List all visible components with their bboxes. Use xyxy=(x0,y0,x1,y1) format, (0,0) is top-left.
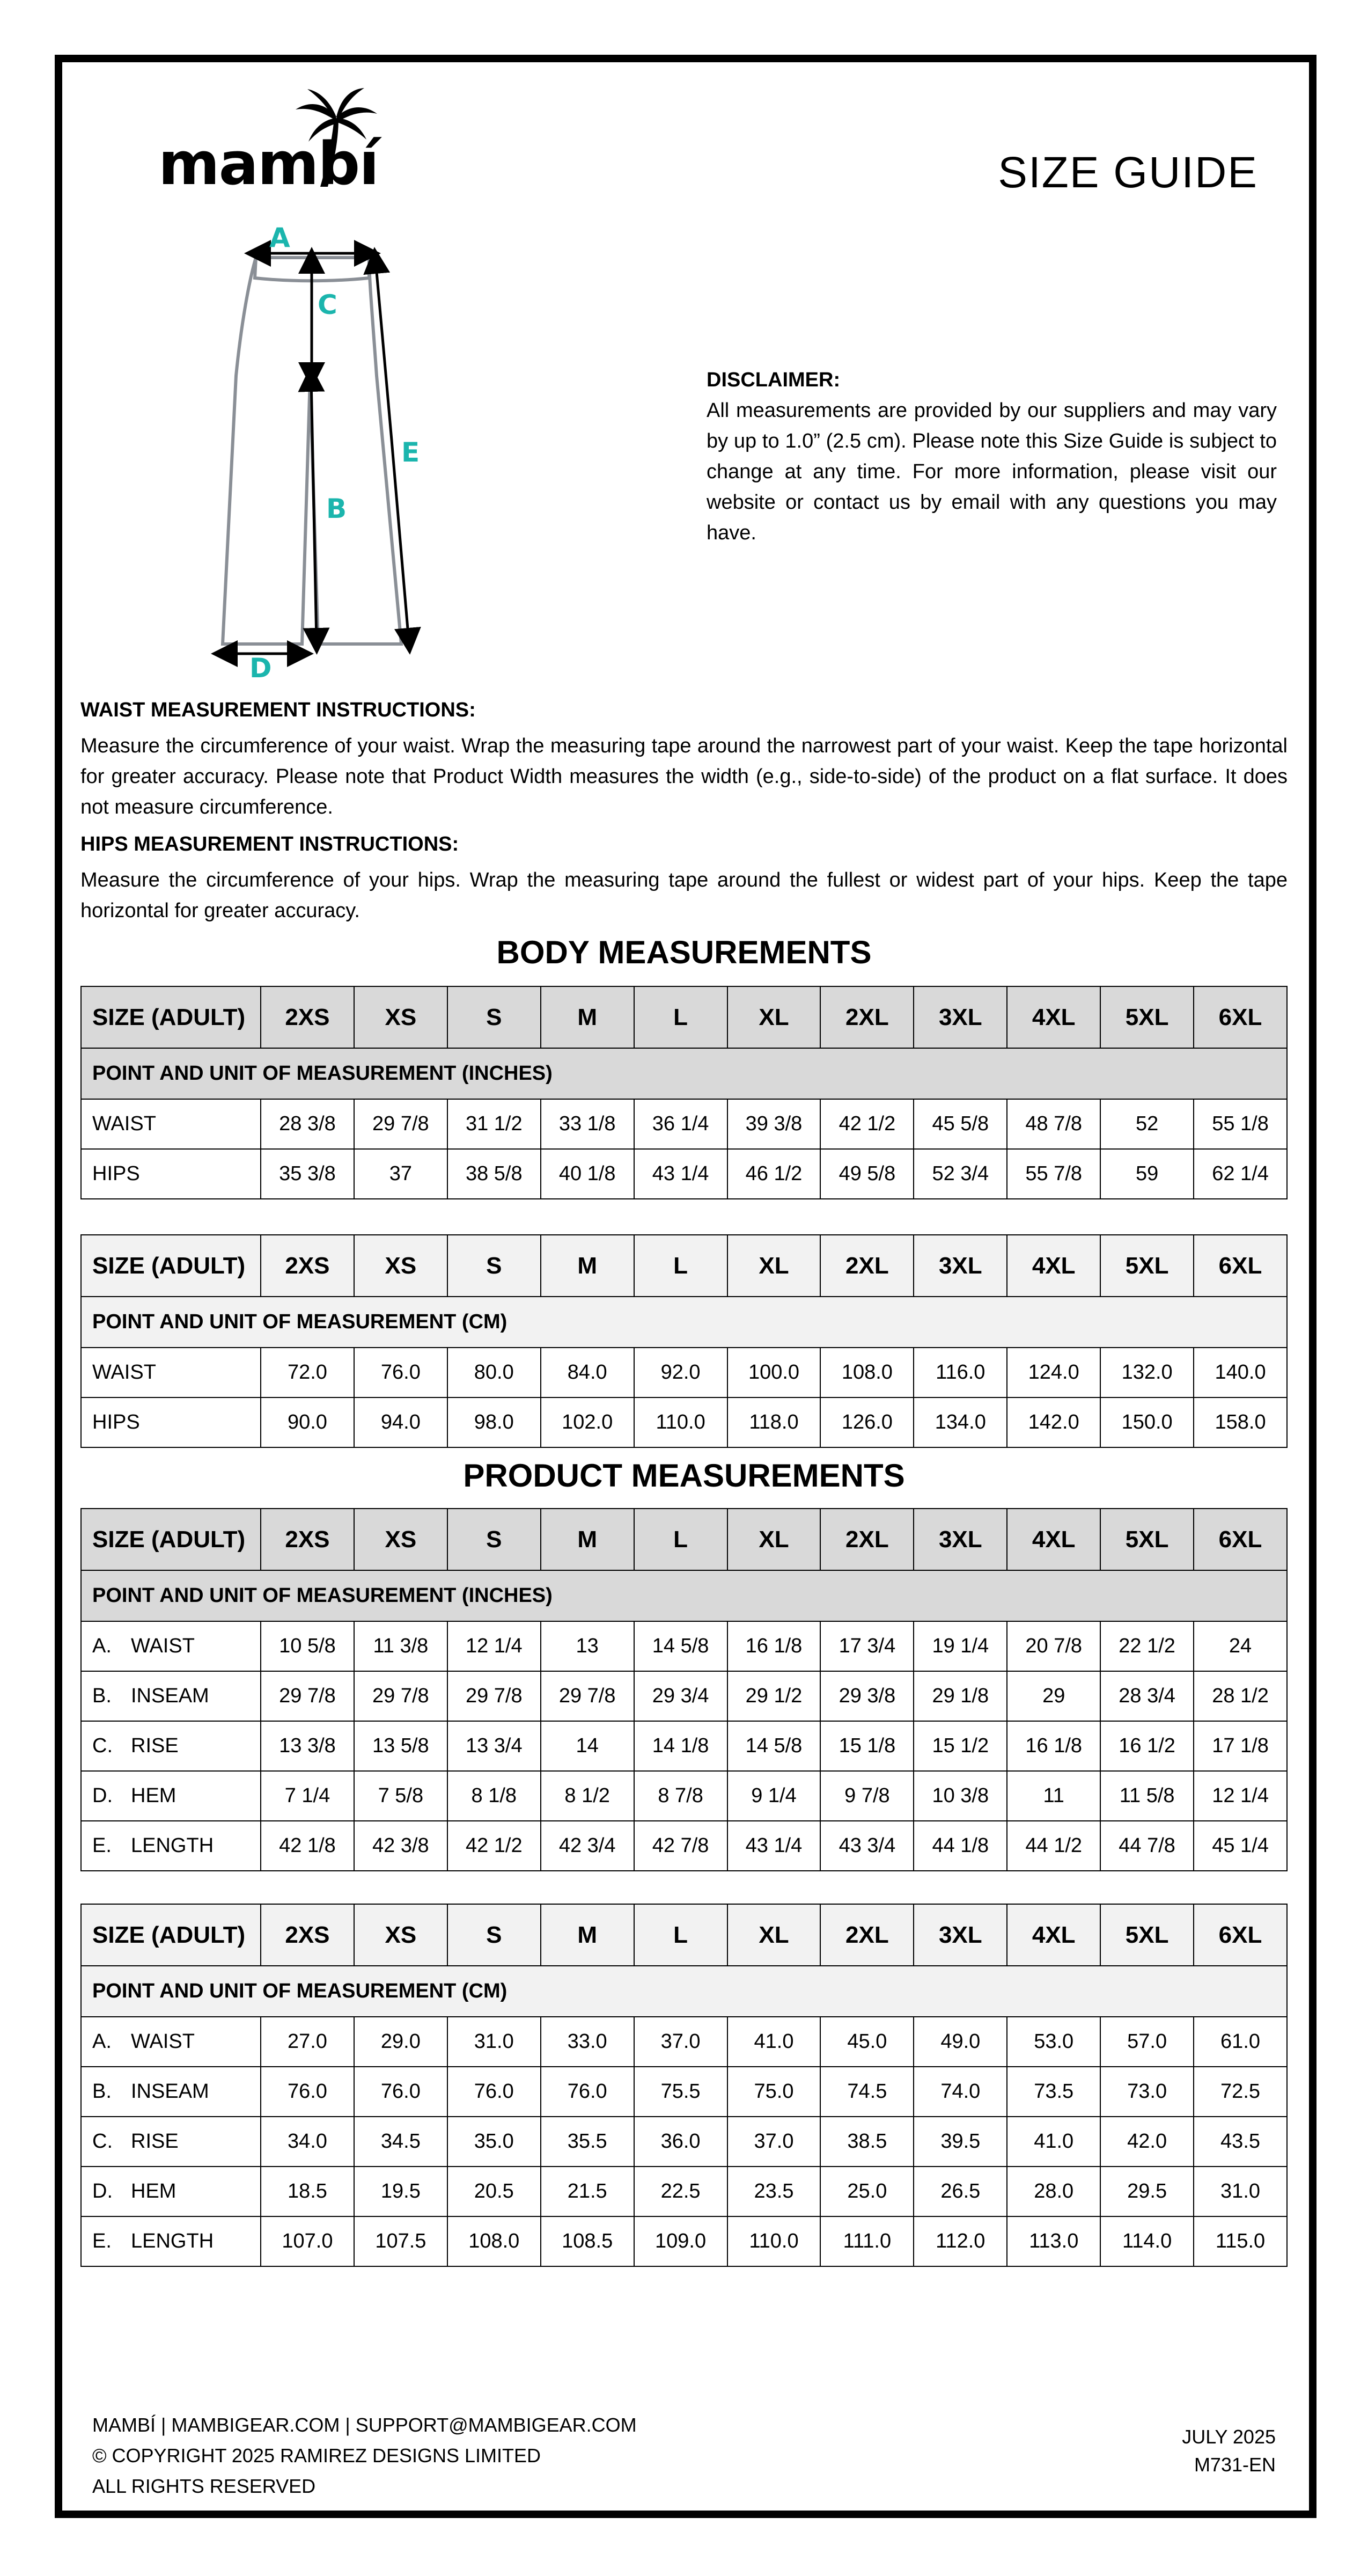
size-adult-header: SIZE (ADULT) xyxy=(81,1904,261,1966)
measure-line-b xyxy=(311,378,317,641)
size-header-4xl: 4XL xyxy=(1007,986,1100,1048)
row-letter: B. xyxy=(92,2080,112,2103)
table-row xyxy=(81,1721,1287,1771)
table-cell: 76.0 xyxy=(261,2067,354,2117)
table-cell: 43 1/4 xyxy=(727,1821,821,1871)
table-cell: 9 1/4 xyxy=(727,1771,821,1821)
size-adult-header: SIZE (ADULT) xyxy=(81,1235,261,1297)
row-letter: A. xyxy=(92,1635,112,1657)
table-cell: 28 3/8 xyxy=(261,1099,354,1149)
row-label xyxy=(81,2167,261,2216)
table-cell: 29 7/8 xyxy=(354,1099,447,1149)
table-cell: 110.0 xyxy=(727,2216,821,2266)
brand-logo xyxy=(158,86,384,198)
body-measurements-title: BODY MEASUREMENTS xyxy=(496,934,872,970)
table-cell: 62 1/4 xyxy=(1194,1149,1287,1199)
table-cell: 12 1/4 xyxy=(1194,1771,1287,1821)
diagram-label-e: E xyxy=(401,437,420,468)
table-cell: 36.0 xyxy=(634,2117,727,2167)
table-cell: 42.0 xyxy=(1100,2117,1194,2167)
table-cell: 48 7/8 xyxy=(1007,1099,1100,1149)
table-cell: 21.5 xyxy=(541,2167,634,2216)
size-header-xl: XL xyxy=(727,1509,821,1570)
table-cell: 35.5 xyxy=(541,2117,634,2167)
table-cell: 113.0 xyxy=(1007,2216,1100,2266)
body-measurements-cm-table xyxy=(80,1234,1288,1448)
table-cell: 25.0 xyxy=(820,2167,914,2216)
table-cell: 76.0 xyxy=(354,1348,447,1397)
size-header-2xl: 2XL xyxy=(820,1235,914,1297)
size-header-3xl: 3XL xyxy=(914,1904,1007,1966)
table-cell: 18.5 xyxy=(261,2167,354,2216)
table-cell: 29 7/8 xyxy=(261,1671,354,1721)
table-cell: 45.0 xyxy=(820,2017,914,2067)
size-adult-header: SIZE (ADULT) xyxy=(81,986,261,1048)
footer-contact-line: MAMBÍ | MAMBIGEAR.COM | SUPPORT@MAMBIGEAR.COM xyxy=(92,2414,637,2436)
row-label xyxy=(81,2216,261,2266)
table-cell: 107.5 xyxy=(354,2216,447,2266)
table-cell: 33 1/8 xyxy=(541,1099,634,1149)
table-cell: 8 7/8 xyxy=(634,1771,727,1821)
unit-label: POINT AND UNIT OF MEASUREMENT (INCHES) xyxy=(81,1570,1287,1621)
size-header-l: L xyxy=(634,1904,727,1966)
table-row xyxy=(81,1821,1287,1871)
table-cell: 100.0 xyxy=(727,1348,821,1397)
row-label xyxy=(81,1397,261,1447)
row-label xyxy=(81,2067,261,2117)
table-cell: 8 1/2 xyxy=(541,1771,634,1821)
table-cell: 13 xyxy=(541,1621,634,1671)
table-cell: 36 1/4 xyxy=(634,1099,727,1149)
table-cell: 108.0 xyxy=(447,2216,541,2266)
table-cell: 73.0 xyxy=(1100,2067,1194,2117)
size-header-m: M xyxy=(541,1904,634,1966)
table-cell: 116.0 xyxy=(914,1348,1007,1397)
table-row xyxy=(81,2017,1287,2067)
size-header-l: L xyxy=(634,1235,727,1297)
table-cell: 37.0 xyxy=(727,2117,821,2167)
size-header-l: L xyxy=(634,1509,727,1570)
table-cell: 42 1/2 xyxy=(820,1099,914,1149)
table-cell: 20 7/8 xyxy=(1007,1621,1100,1671)
table-cell: 27.0 xyxy=(261,2017,354,2067)
row-letter: E. xyxy=(92,1834,112,1857)
table-cell: 150.0 xyxy=(1100,1397,1194,1447)
table-cell: 22.5 xyxy=(634,2167,727,2216)
table-cell: 158.0 xyxy=(1194,1397,1287,1447)
table-cell: 10 3/8 xyxy=(914,1771,1007,1821)
table-row xyxy=(81,1397,1287,1447)
size-header-s: S xyxy=(447,1904,541,1966)
table-cell: 16 1/2 xyxy=(1100,1721,1194,1771)
row-label-text: INSEAM xyxy=(131,2080,209,2103)
size-header-xl: XL xyxy=(727,986,821,1048)
table-cell: 26.5 xyxy=(914,2167,1007,2216)
footer-date: JULY 2025 xyxy=(1182,2426,1276,2448)
table-cell: 29.5 xyxy=(1100,2167,1194,2216)
table-cell: 29 7/8 xyxy=(447,1671,541,1721)
table-cell: 76.0 xyxy=(354,2067,447,2117)
footer-doc-code: M731-EN xyxy=(1194,2454,1276,2476)
table-cell: 38 5/8 xyxy=(447,1149,541,1199)
table-cell: 13 3/4 xyxy=(447,1721,541,1771)
row-letter: D. xyxy=(92,2180,113,2202)
table-row xyxy=(81,2067,1287,2117)
row-label xyxy=(81,1348,261,1397)
size-header-l: L xyxy=(634,986,727,1048)
row-label xyxy=(81,1149,261,1199)
size-header-2xl: 2XL xyxy=(820,986,914,1048)
table-cell: 29 7/8 xyxy=(541,1671,634,1721)
waist-instructions-text: Measure the circumference of your waist. Wrap the measuring tape around the narrowest part of your waist. Keep the tape horizontal for greater accuracy. Please note that Product Width measures the width (e.g., side-to-side) of the product on a flat surface. It does not measure circumference. xyxy=(80,735,1288,818)
size-header-5xl: 5XL xyxy=(1100,1235,1194,1297)
diagram-label-b: B xyxy=(326,493,347,524)
row-label-text: WAIST xyxy=(92,1361,156,1384)
row-letter: C. xyxy=(92,1735,113,1757)
table-cell: 35 3/8 xyxy=(261,1149,354,1199)
hips-instructions xyxy=(80,829,1288,926)
size-header-xl: XL xyxy=(727,1235,821,1297)
diagram-label-d: D xyxy=(249,653,272,684)
table-cell: 13 5/8 xyxy=(354,1721,447,1771)
size-header-m: M xyxy=(541,1235,634,1297)
table-cell: 15 1/8 xyxy=(820,1721,914,1771)
table-cell: 108.5 xyxy=(541,2216,634,2266)
unit-row xyxy=(81,1048,1287,1099)
table-cell: 43.5 xyxy=(1194,2117,1287,2167)
table-cell: 38.5 xyxy=(820,2117,914,2167)
table-cell: 126.0 xyxy=(820,1397,914,1447)
table-cell: 31.0 xyxy=(1194,2167,1287,2216)
row-label-text: WAIST xyxy=(131,1635,195,1657)
table-cell: 98.0 xyxy=(447,1397,541,1447)
size-header-2xl: 2XL xyxy=(820,1904,914,1966)
table-cell: 15 1/2 xyxy=(914,1721,1007,1771)
row-label xyxy=(81,1671,261,1721)
size-header-row xyxy=(81,1509,1287,1570)
table-cell: 34.0 xyxy=(261,2117,354,2167)
table-cell: 74.5 xyxy=(820,2067,914,2117)
row-letter: D. xyxy=(92,1784,113,1807)
table-cell: 124.0 xyxy=(1007,1348,1100,1397)
table-cell: 39 3/8 xyxy=(727,1099,821,1149)
table-cell: 14 5/8 xyxy=(634,1621,727,1671)
table-cell: 28 1/2 xyxy=(1194,1671,1287,1721)
size-header-xl: XL xyxy=(727,1904,821,1966)
table-cell: 40 1/8 xyxy=(541,1149,634,1199)
size-header-6xl: 6XL xyxy=(1194,1904,1287,1966)
size-header-5xl: 5XL xyxy=(1100,986,1194,1048)
table-cell: 34.5 xyxy=(354,2117,447,2167)
table-cell: 107.0 xyxy=(261,2216,354,2266)
row-label-text: HEM xyxy=(131,1784,176,1807)
table-cell: 132.0 xyxy=(1100,1348,1194,1397)
product-measurements-inches-table xyxy=(80,1508,1288,1871)
table-cell: 114.0 xyxy=(1100,2216,1194,2266)
unit-row xyxy=(81,1297,1287,1348)
body-measurements-inches-table xyxy=(80,986,1288,1199)
table-cell: 42 3/4 xyxy=(541,1821,634,1871)
table-cell: 41.0 xyxy=(727,2017,821,2067)
row-label-text: LENGTH xyxy=(131,1834,214,1857)
table-cell: 46 1/2 xyxy=(727,1149,821,1199)
table-cell: 29 3/8 xyxy=(820,1671,914,1721)
table-cell: 76.0 xyxy=(447,2067,541,2117)
table-cell: 112.0 xyxy=(914,2216,1007,2266)
table-cell: 108.0 xyxy=(820,1348,914,1397)
table-cell: 33.0 xyxy=(541,2017,634,2067)
table-cell: 23.5 xyxy=(727,2167,821,2216)
table-cell: 8 1/8 xyxy=(447,1771,541,1821)
table-cell: 16 1/8 xyxy=(1007,1721,1100,1771)
row-label xyxy=(81,2117,261,2167)
table-cell: 42 1/8 xyxy=(261,1821,354,1871)
row-label-text: HIPS xyxy=(92,1162,140,1185)
table-row xyxy=(81,2216,1287,2266)
unit-label: POINT AND UNIT OF MEASUREMENT (INCHES) xyxy=(81,1048,1287,1099)
table-cell: 57.0 xyxy=(1100,2017,1194,2067)
size-header-s: S xyxy=(447,1509,541,1570)
table-cell: 11 3/8 xyxy=(354,1621,447,1671)
size-header-3xl: 3XL xyxy=(914,1509,1007,1570)
table-cell: 102.0 xyxy=(541,1397,634,1447)
unit-row xyxy=(81,1966,1287,2017)
table-cell: 41.0 xyxy=(1007,2117,1100,2167)
table-cell: 55 7/8 xyxy=(1007,1149,1100,1199)
table-cell: 109.0 xyxy=(634,2216,727,2266)
size-adult-header: SIZE (ADULT) xyxy=(81,1509,261,1570)
size-header-6xl: 6XL xyxy=(1194,986,1287,1048)
table-row xyxy=(81,1099,1287,1149)
table-cell: 14 xyxy=(541,1721,634,1771)
footer-left xyxy=(92,2410,637,2501)
size-header-6xl: 6XL xyxy=(1194,1509,1287,1570)
table-cell: 45 5/8 xyxy=(914,1099,1007,1149)
disclaimer xyxy=(707,365,1277,548)
size-header-s: S xyxy=(447,1235,541,1297)
row-label-text: LENGTH xyxy=(131,2230,214,2252)
table-cell: 19 1/4 xyxy=(914,1621,1007,1671)
table-cell: 10 5/8 xyxy=(261,1621,354,1671)
table-cell: 52 xyxy=(1100,1099,1194,1149)
logo-wordmark: mambí xyxy=(158,129,378,198)
size-header-3xl: 3XL xyxy=(914,986,1007,1048)
size-header-row xyxy=(81,1904,1287,1966)
table-cell: 14 5/8 xyxy=(727,1721,821,1771)
pants-measurement-diagram xyxy=(198,215,440,687)
table-cell: 76.0 xyxy=(541,2067,634,2117)
footer-right xyxy=(1182,2423,1276,2479)
table-cell: 22 1/2 xyxy=(1100,1621,1194,1671)
table-cell: 11 xyxy=(1007,1771,1100,1821)
table-cell: 43 1/4 xyxy=(634,1149,727,1199)
size-header-2xs: 2XS xyxy=(261,1235,354,1297)
waist-instructions xyxy=(80,695,1288,823)
waist-instructions-heading: WAIST MEASUREMENT INSTRUCTIONS: xyxy=(80,699,476,721)
product-measurements-title: PRODUCT MEASUREMENTS xyxy=(463,1458,905,1494)
table-cell: 59 xyxy=(1100,1149,1194,1199)
size-header-3xl: 3XL xyxy=(914,1235,1007,1297)
table-cell: 17 1/8 xyxy=(1194,1721,1287,1771)
row-label xyxy=(81,1099,261,1149)
row-label-text: WAIST xyxy=(92,1113,156,1135)
size-header-xs: XS xyxy=(354,1235,447,1297)
product-measurements-cm-table xyxy=(80,1904,1288,2267)
row-label-text: RISE xyxy=(131,1735,179,1757)
table-cell: 45 1/4 xyxy=(1194,1821,1287,1871)
diagram-label-c: C xyxy=(318,289,337,320)
page-title: SIZE GUIDE xyxy=(998,148,1258,197)
size-header-4xl: 4XL xyxy=(1007,1904,1100,1966)
table-cell: 44 1/2 xyxy=(1007,1821,1100,1871)
table-cell: 74.0 xyxy=(914,2067,1007,2117)
table-cell: 29 1/2 xyxy=(727,1671,821,1721)
size-header-s: S xyxy=(447,986,541,1048)
size-header-row xyxy=(81,986,1287,1048)
table-cell: 84.0 xyxy=(541,1348,634,1397)
table-cell: 31.0 xyxy=(447,2017,541,2067)
table-cell: 118.0 xyxy=(727,1397,821,1447)
table-cell: 17 3/4 xyxy=(820,1621,914,1671)
table-cell: 49 5/8 xyxy=(820,1149,914,1199)
unit-label: POINT AND UNIT OF MEASUREMENT (CM) xyxy=(81,1966,1287,2017)
table-cell: 75.0 xyxy=(727,2067,821,2117)
table-row xyxy=(81,1149,1287,1199)
table-cell: 73.5 xyxy=(1007,2067,1100,2117)
size-header-5xl: 5XL xyxy=(1100,1904,1194,1966)
disclaimer-text: All measurements are provided by our suppliers and may vary by up to 1.0” (2.5 cm). Please note this Size Guide is subject to change at any time. For more information, please visit our website or contact us by email with any questions you may have. xyxy=(707,399,1277,544)
table-cell: 29 xyxy=(1007,1671,1100,1721)
row-label xyxy=(81,1771,261,1821)
size-header-xs: XS xyxy=(354,1509,447,1570)
table-cell: 24 xyxy=(1194,1621,1287,1671)
row-letter: A. xyxy=(92,2030,112,2053)
footer-rights-line: ALL RIGHTS RESERVED xyxy=(92,2475,316,2497)
table-cell: 42 7/8 xyxy=(634,1821,727,1871)
table-cell: 20.5 xyxy=(447,2167,541,2216)
table-cell: 142.0 xyxy=(1007,1397,1100,1447)
table-cell: 7 1/4 xyxy=(261,1771,354,1821)
table-cell: 13 3/8 xyxy=(261,1721,354,1771)
hips-instructions-text: Measure the circumference of your hips. Wrap the measuring tape around the fullest or widest part of your hips. Keep the tape horizontal for greater accuracy. xyxy=(80,869,1288,922)
table-row xyxy=(81,1348,1287,1397)
table-cell: 90.0 xyxy=(261,1397,354,1447)
table-cell: 28 3/4 xyxy=(1100,1671,1194,1721)
table-cell: 49.0 xyxy=(914,2017,1007,2067)
row-label xyxy=(81,1721,261,1771)
table-cell: 7 5/8 xyxy=(354,1771,447,1821)
size-header-2xs: 2XS xyxy=(261,986,354,1048)
row-label-text: HEM xyxy=(131,2180,176,2202)
table-cell: 80.0 xyxy=(447,1348,541,1397)
size-header-6xl: 6XL xyxy=(1194,1235,1287,1297)
table-cell: 55 1/8 xyxy=(1194,1099,1287,1149)
size-header-xs: XS xyxy=(354,986,447,1048)
table-cell: 44 1/8 xyxy=(914,1821,1007,1871)
row-label-text: INSEAM xyxy=(131,1685,209,1707)
table-cell: 140.0 xyxy=(1194,1348,1287,1397)
hips-instructions-heading: HIPS MEASUREMENT INSTRUCTIONS: xyxy=(80,833,459,855)
table-cell: 94.0 xyxy=(354,1397,447,1447)
table-cell: 11 5/8 xyxy=(1100,1771,1194,1821)
table-cell: 37.0 xyxy=(634,2017,727,2067)
size-header-2xs: 2XS xyxy=(261,1904,354,1966)
table-cell: 110.0 xyxy=(634,1397,727,1447)
table-cell: 75.5 xyxy=(634,2067,727,2117)
diagram-label-a: A xyxy=(269,222,290,253)
table-cell: 29 7/8 xyxy=(354,1671,447,1721)
table-cell: 61.0 xyxy=(1194,2017,1287,2067)
row-label xyxy=(81,2017,261,2067)
table-cell: 53.0 xyxy=(1007,2017,1100,2067)
table-cell: 111.0 xyxy=(820,2216,914,2266)
table-cell: 43 3/4 xyxy=(820,1821,914,1871)
table-cell: 19.5 xyxy=(354,2167,447,2216)
table-cell: 115.0 xyxy=(1194,2216,1287,2266)
table-cell: 39.5 xyxy=(914,2117,1007,2167)
row-label-text: RISE xyxy=(131,2130,179,2153)
row-label-text: WAIST xyxy=(131,2030,195,2053)
size-header-xs: XS xyxy=(354,1904,447,1966)
table-cell: 134.0 xyxy=(914,1397,1007,1447)
table-cell: 72.5 xyxy=(1194,2067,1287,2117)
size-header-2xl: 2XL xyxy=(820,1509,914,1570)
size-header-m: M xyxy=(541,986,634,1048)
table-row xyxy=(81,1621,1287,1671)
table-cell: 42 1/2 xyxy=(447,1821,541,1871)
row-label xyxy=(81,1621,261,1671)
table-cell: 52 3/4 xyxy=(914,1149,1007,1199)
disclaimer-heading: DISCLAIMER: xyxy=(707,369,841,391)
table-cell: 37 xyxy=(354,1149,447,1199)
row-letter: C. xyxy=(92,2130,113,2153)
table-row xyxy=(81,1671,1287,1721)
row-label xyxy=(81,1821,261,1871)
table-cell: 29.0 xyxy=(354,2017,447,2067)
size-header-5xl: 5XL xyxy=(1100,1509,1194,1570)
size-header-row xyxy=(81,1235,1287,1297)
table-cell: 12 1/4 xyxy=(447,1621,541,1671)
table-cell: 72.0 xyxy=(261,1348,354,1397)
unit-row xyxy=(81,1570,1287,1621)
table-cell: 14 1/8 xyxy=(634,1721,727,1771)
table-cell: 92.0 xyxy=(634,1348,727,1397)
size-header-m: M xyxy=(541,1509,634,1570)
row-letter: B. xyxy=(92,1685,112,1707)
table-cell: 35.0 xyxy=(447,2117,541,2167)
size-header-4xl: 4XL xyxy=(1007,1235,1100,1297)
size-header-4xl: 4XL xyxy=(1007,1509,1100,1570)
table-row xyxy=(81,1771,1287,1821)
table-cell: 29 3/4 xyxy=(634,1671,727,1721)
table-cell: 9 7/8 xyxy=(820,1771,914,1821)
row-letter: E. xyxy=(92,2230,112,2252)
table-cell: 31 1/2 xyxy=(447,1099,541,1149)
unit-label: POINT AND UNIT OF MEASUREMENT (CM) xyxy=(81,1297,1287,1348)
table-cell: 44 7/8 xyxy=(1100,1821,1194,1871)
table-row xyxy=(81,2167,1287,2216)
table-cell: 16 1/8 xyxy=(727,1621,821,1671)
footer-copyright-line: © COPYRIGHT 2025 RAMIREZ DESIGNS LIMITED xyxy=(92,2445,541,2467)
table-cell: 28.0 xyxy=(1007,2167,1100,2216)
table-row xyxy=(81,2117,1287,2167)
size-header-2xs: 2XS xyxy=(261,1509,354,1570)
table-cell: 42 3/8 xyxy=(354,1821,447,1871)
row-label-text: HIPS xyxy=(92,1411,140,1433)
table-cell: 29 1/8 xyxy=(914,1671,1007,1721)
